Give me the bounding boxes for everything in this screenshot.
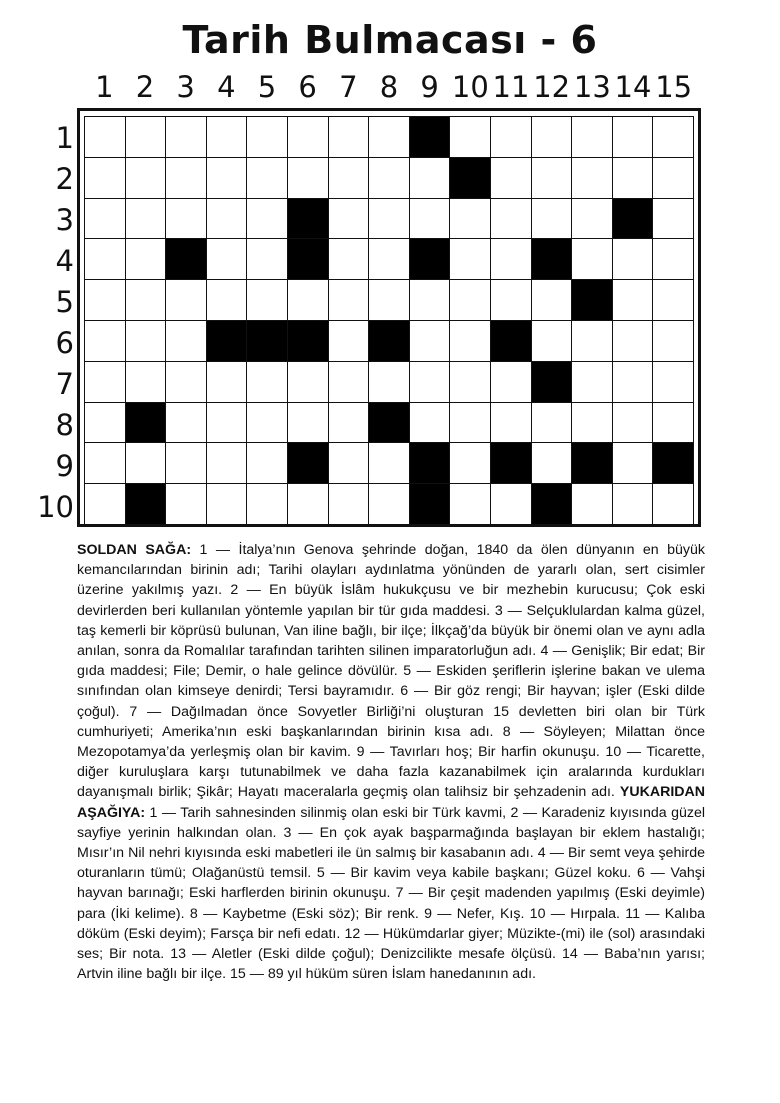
grid-cell[interactable] xyxy=(491,117,532,158)
black-cell xyxy=(247,321,288,362)
grid-cell[interactable] xyxy=(85,443,126,484)
black-cell xyxy=(410,117,451,158)
column-number: 10 xyxy=(451,70,489,104)
column-number: 1 xyxy=(95,70,114,104)
grid-cell[interactable] xyxy=(126,280,167,321)
black-cell xyxy=(369,403,410,444)
column-number: 4 xyxy=(217,70,236,104)
grid-cell[interactable] xyxy=(166,117,207,158)
grid-cell[interactable] xyxy=(207,362,248,403)
grid-cell[interactable] xyxy=(653,239,694,280)
grid-cell[interactable] xyxy=(166,321,207,362)
grid-cell[interactable] xyxy=(532,117,573,158)
grid-cell[interactable] xyxy=(572,239,613,280)
row-number: 7 xyxy=(55,366,74,401)
grid-cell[interactable] xyxy=(450,117,491,158)
black-cell xyxy=(491,321,532,362)
grid-cell[interactable] xyxy=(491,403,532,444)
grid-cell[interactable] xyxy=(450,199,491,240)
black-cell xyxy=(491,443,532,484)
grid-cell[interactable] xyxy=(85,362,126,403)
grid-cell[interactable] xyxy=(126,199,167,240)
grid-cell[interactable] xyxy=(207,239,248,280)
grid-cell[interactable] xyxy=(166,403,207,444)
grid-cell[interactable] xyxy=(329,158,370,199)
grid-cell[interactable] xyxy=(532,403,573,444)
grid-cell[interactable] xyxy=(491,239,532,280)
grid-cell[interactable] xyxy=(126,158,167,199)
black-cell xyxy=(207,321,248,362)
grid-cell[interactable] xyxy=(613,158,654,199)
row-number: 8 xyxy=(55,407,74,442)
grid-cell[interactable] xyxy=(572,321,613,362)
grid-cell[interactable] xyxy=(653,117,694,158)
grid-cell[interactable] xyxy=(613,321,654,362)
grid-cell[interactable] xyxy=(369,484,410,525)
grid-cell[interactable] xyxy=(450,443,491,484)
grid-cell[interactable] xyxy=(491,158,532,199)
across-heading: SOLDAN SAĞA: xyxy=(77,542,192,558)
grid-cell[interactable] xyxy=(410,403,451,444)
grid-cell[interactable] xyxy=(653,199,694,240)
grid-cell[interactable] xyxy=(247,484,288,525)
black-cell xyxy=(410,239,451,280)
black-cell xyxy=(410,443,451,484)
grid-cell[interactable] xyxy=(369,362,410,403)
grid-cell[interactable] xyxy=(247,239,288,280)
row-number: 3 xyxy=(55,203,74,238)
black-cell xyxy=(572,280,613,321)
grid-cell[interactable] xyxy=(613,443,654,484)
grid-cell[interactable] xyxy=(85,484,126,525)
grid-cell[interactable] xyxy=(613,280,654,321)
grid-cell[interactable] xyxy=(166,484,207,525)
grid-cell[interactable] xyxy=(166,199,207,240)
grid-cell[interactable] xyxy=(207,280,248,321)
grid-cell[interactable] xyxy=(572,117,613,158)
grid-cell[interactable] xyxy=(410,362,451,403)
grid-cell[interactable] xyxy=(166,158,207,199)
grid-cell[interactable] xyxy=(247,362,288,403)
column-number: 9 xyxy=(420,70,439,104)
grid-cell[interactable] xyxy=(369,443,410,484)
black-cell xyxy=(450,158,491,199)
grid-cell[interactable] xyxy=(653,403,694,444)
grid-cell[interactable] xyxy=(410,158,451,199)
grid-cell[interactable] xyxy=(85,199,126,240)
grid-cell[interactable] xyxy=(491,484,532,525)
grid-cell[interactable] xyxy=(85,403,126,444)
grid-cell[interactable] xyxy=(369,199,410,240)
grid-cell[interactable] xyxy=(532,199,573,240)
black-cell xyxy=(532,239,573,280)
grid-cell[interactable] xyxy=(450,484,491,525)
grid-cell[interactable] xyxy=(329,403,370,444)
black-cell xyxy=(126,403,167,444)
grid-cell[interactable] xyxy=(288,484,329,525)
column-number: 7 xyxy=(339,70,358,104)
grid-cell[interactable] xyxy=(572,403,613,444)
grid-cell[interactable] xyxy=(247,443,288,484)
grid-cell[interactable] xyxy=(329,443,370,484)
grid-cell[interactable] xyxy=(613,239,654,280)
grid-cell[interactable] xyxy=(450,280,491,321)
row-number: 10 xyxy=(37,489,74,524)
grid-cell[interactable] xyxy=(85,117,126,158)
grid-cell[interactable] xyxy=(532,443,573,484)
clue-paragraph xyxy=(77,540,705,984)
column-number: 12 xyxy=(533,70,571,104)
grid-cell[interactable] xyxy=(126,362,167,403)
column-number: 15 xyxy=(655,70,693,104)
grid-cell[interactable] xyxy=(653,158,694,199)
crossword-grid xyxy=(84,116,694,525)
black-cell xyxy=(288,199,329,240)
grid-cell[interactable] xyxy=(572,158,613,199)
black-cell xyxy=(166,239,207,280)
black-cell xyxy=(572,443,613,484)
column-number: 13 xyxy=(573,70,611,104)
column-number: 3 xyxy=(176,70,195,104)
grid-cell[interactable] xyxy=(126,321,167,362)
grid-cell[interactable] xyxy=(207,443,248,484)
black-cell xyxy=(288,239,329,280)
column-number: 11 xyxy=(492,70,530,104)
grid-cell[interactable] xyxy=(288,362,329,403)
grid-cell[interactable] xyxy=(329,117,370,158)
column-number: 8 xyxy=(379,70,399,104)
grid-cell[interactable] xyxy=(247,117,288,158)
grid-cell[interactable] xyxy=(532,158,573,199)
grid-cell[interactable] xyxy=(369,280,410,321)
black-cell xyxy=(653,443,694,484)
black-cell xyxy=(532,362,573,403)
column-number: 5 xyxy=(257,70,277,104)
grid-cell[interactable] xyxy=(572,484,613,525)
grid-cell[interactable] xyxy=(85,280,126,321)
grid-cell[interactable] xyxy=(572,199,613,240)
grid-cell[interactable] xyxy=(329,280,370,321)
black-cell xyxy=(288,443,329,484)
grid-cell[interactable] xyxy=(207,484,248,525)
grid-cell[interactable] xyxy=(207,158,248,199)
grid-cell[interactable] xyxy=(491,280,532,321)
grid-cell[interactable] xyxy=(166,443,207,484)
grid-cell[interactable] xyxy=(329,199,370,240)
grid-cell[interactable] xyxy=(166,280,207,321)
row-number: 2 xyxy=(55,162,74,197)
row-number: 6 xyxy=(55,325,74,360)
grid-cell[interactable] xyxy=(369,117,410,158)
grid-cell[interactable] xyxy=(207,117,248,158)
grid-cell[interactable] xyxy=(288,280,329,321)
column-numbers xyxy=(0,70,780,110)
column-number: 2 xyxy=(135,70,155,104)
grid-cell[interactable] xyxy=(369,239,410,280)
grid-cell[interactable] xyxy=(491,199,532,240)
grid-cell[interactable] xyxy=(247,158,288,199)
grid-cell[interactable] xyxy=(572,362,613,403)
row-number: 5 xyxy=(55,285,74,320)
grid-cell[interactable] xyxy=(450,239,491,280)
grid-cell[interactable] xyxy=(613,117,654,158)
black-cell xyxy=(532,484,573,525)
grid-cell[interactable] xyxy=(85,321,126,362)
grid-cell[interactable] xyxy=(450,321,491,362)
grid-cell[interactable] xyxy=(532,321,573,362)
grid-cell[interactable] xyxy=(613,403,654,444)
grid-cell[interactable] xyxy=(450,362,491,403)
grid-cell[interactable] xyxy=(126,239,167,280)
grid-cell[interactable] xyxy=(653,362,694,403)
grid-cell[interactable] xyxy=(85,158,126,199)
black-cell xyxy=(613,199,654,240)
grid-cell[interactable] xyxy=(653,484,694,525)
down-heading: YUKARIDAN AŞAĞIYA: xyxy=(77,784,705,821)
clues-section xyxy=(77,540,705,984)
grid-cell[interactable] xyxy=(85,239,126,280)
grid-cell[interactable] xyxy=(613,362,654,403)
grid-cell[interactable] xyxy=(329,321,370,362)
grid-cell[interactable] xyxy=(532,280,573,321)
grid-cell[interactable] xyxy=(126,443,167,484)
black-cell xyxy=(369,321,410,362)
column-number: 6 xyxy=(298,70,317,104)
across-clues: 1 — İtalya’nın Genova şehrinde doğan, 1840 da ölen dünyanın en büyük kemancılarından birinin adı; Tarihi olayları aydınlatma yönünden de yararlı olan, sert cisimler üzerine yakılmış yazı. 2 — En büyük İslâm hukukçusu ve bir mezhebin kurucusu; Çok eski devirlerden beri kullanılan yöntemle yapılan bir tür gıda maddesi. 3 — Selçuklulardan kalma güzel, taş kemerli bir köprüsü bulunan, Van iline bağlı, bir ilçe; İlkçağ’da büyük bir önemi olan ve aynı adla anılan, sonra da Romalılar tarafından tarihten silinen imparatorluğun adı. 4 — Genişlik; Bir edat; Bir gıda maddesi; File; Demir, o hale gelince dövülür. 5 — Eskiden şeriflerin işlerine bakan ve ulema sınıfından olan kimseye denirdi; Tersi bayramıdır. 6 — Bir göz rengi; Bir hayvan; işler (Eski dilde çoğul). 7 — Dağılmadan önce Sovyetler Birliği’ni oluşturan 15 devletten biri olan bir Türk cumhuriyeti; Amerika’nın eski başkanlarından birinin kısa adı. 8 — Söyleyen; Milattan önce Mezopotamya’da yerleşmiş olan bir kavim. 9 — Tavırları hoş; Bir harfin okunuşu. 10 — Ticarette, diğer kuruluşlara karşı tutunabilmek ve daha fazla kazanabilmek için aralarında kurdukları dayanışmalı birlik; Şikâr; Hayatı maceralarla geçmiş olan talihsiz bir şehzadenin adı. xyxy=(77,542,705,801)
grid-cell[interactable] xyxy=(288,158,329,199)
black-cell xyxy=(126,484,167,525)
row-number: 1 xyxy=(55,121,74,156)
grid-cell[interactable] xyxy=(613,484,654,525)
grid-cell[interactable] xyxy=(410,199,451,240)
grid-cell[interactable] xyxy=(288,403,329,444)
grid-cell[interactable] xyxy=(247,199,288,240)
grid-cell[interactable] xyxy=(288,117,329,158)
grid-cell[interactable] xyxy=(491,362,532,403)
grid-cell[interactable] xyxy=(450,403,491,444)
grid-cell[interactable] xyxy=(329,484,370,525)
grid-cell[interactable] xyxy=(410,280,451,321)
black-cell xyxy=(410,484,451,525)
grid-cell[interactable] xyxy=(207,199,248,240)
grid-cell[interactable] xyxy=(329,239,370,280)
grid-cell[interactable] xyxy=(653,280,694,321)
grid-cell[interactable] xyxy=(126,117,167,158)
grid-cell[interactable] xyxy=(410,321,451,362)
row-number: 9 xyxy=(55,448,74,483)
page-title: Tarih Bulmacası - 6 xyxy=(182,18,598,62)
grid-cell[interactable] xyxy=(653,321,694,362)
row-number: 4 xyxy=(55,244,74,279)
column-number: 14 xyxy=(614,70,652,104)
grid-cell[interactable] xyxy=(329,362,370,403)
grid-cell[interactable] xyxy=(207,403,248,444)
grid-cell[interactable] xyxy=(369,158,410,199)
black-cell xyxy=(288,321,329,362)
grid-cell[interactable] xyxy=(247,403,288,444)
down-clues: 1 — Tarih sahnesinden silinmiş olan eski bir Türk kavmi, 2 — Karadeniz kıyısında güzel sayfiye yerinin halkından olan. 3 — En çok ayak başparmağında başlayan bir eklem hastalığı; Mısır’ın Nil nehri kıyısında eski mabetleri ile ün salmış bir kasabanın adı. 4 — Bir semt veya şehirde oturanların tümü; Olağanüstü temsil. 5 — Bir kavim veya kabile başkanı; Güzel koku. 6 — Vahşi hayvan barınağı; Eski harflerden birinin okunuşu. 7 — Bir çeşit madenden yapılmış (Eski deyimle) para (İki kelime). 8 — Kaybetme (Eski söz); Bir renk. 9 — Nefer, Kış. 10 — Hırpala. 11 — Kalıba döküm (Eski deyim); Farsça bir nefi edatı. 12 — Hükümdarlar giyer; Müzikte-(mi) ile (sol) arasındaki ses; Bir nota. 13 — Aletler (Eski dilde çoğul); Denizcilikte mesafe ölçüsü. 14 — Baba’nın yarısı; Artvin iline bağlı bir ilçe. 15 — 89 yıl hüküm süren İslam hanedanının adı. xyxy=(77,804,706,983)
grid-cell[interactable] xyxy=(247,280,288,321)
grid-cell[interactable] xyxy=(166,362,207,403)
